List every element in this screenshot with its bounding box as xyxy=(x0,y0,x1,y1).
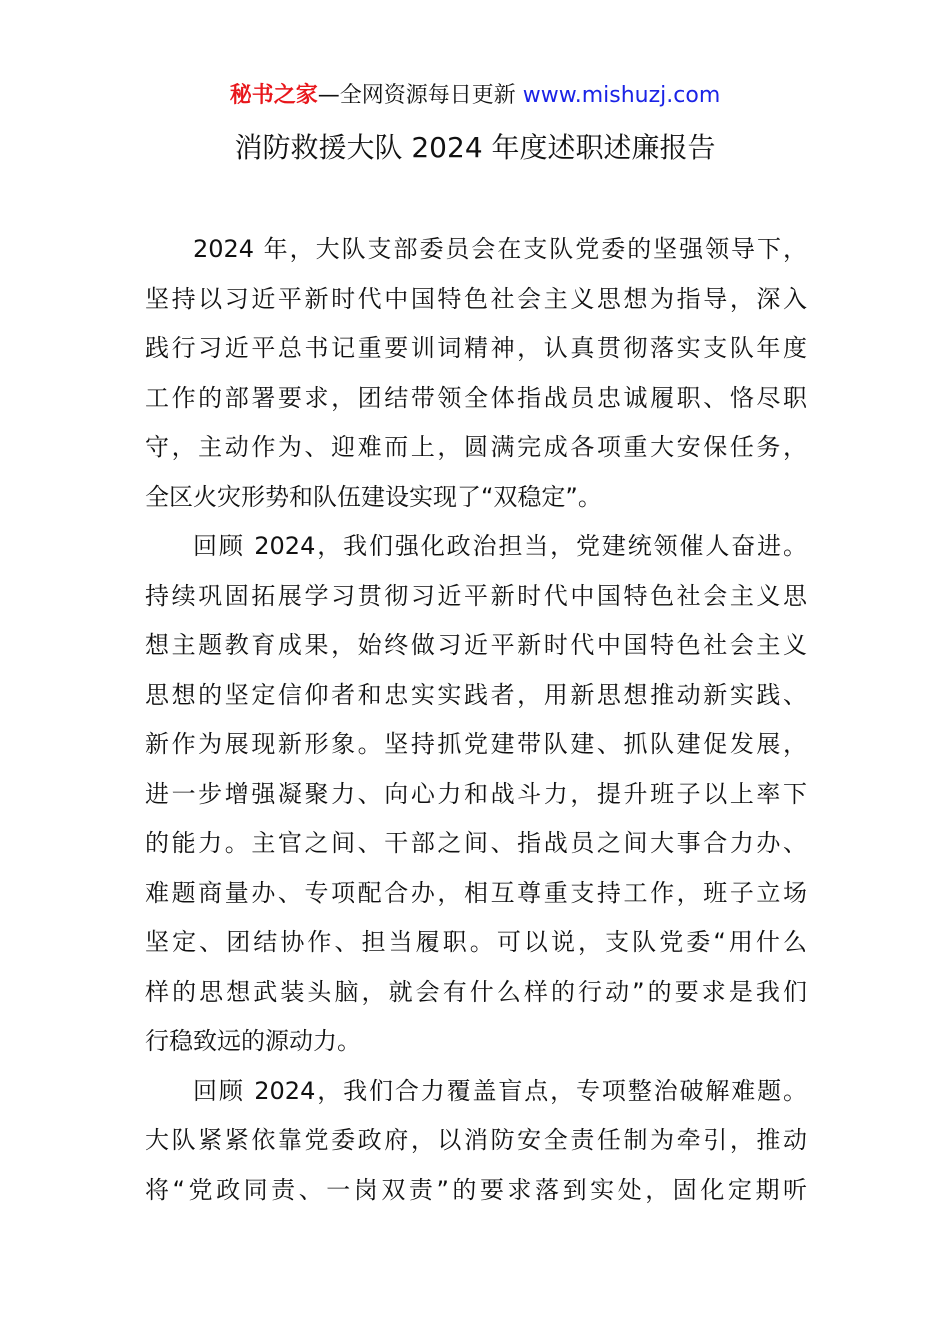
paragraph-line: 将“党政同责、一岗双责”的要求落到实处，固化定期听 xyxy=(145,1175,807,1204)
site-tagline: —全网资源每日更新 xyxy=(317,83,523,108)
paragraph-line: 大队紧紧依靠党委政府，以消防安全责任制为牵引，推动 xyxy=(145,1126,807,1154)
paragraph-line: 全区火灾形势和队伍建设实现了“双稳定”。 xyxy=(145,482,602,511)
paragraph-line: 回顾 2024，我们强化政治担当，党建统领催人奋进。 xyxy=(193,532,807,560)
paragraph-line: 2024 年，大队支部委员会在支队党委的坚强领导下， xyxy=(193,235,807,263)
paragraph-line: 新作为展现新形象。坚持抓党建带队建、抓队建促发展， xyxy=(145,730,807,758)
paragraph-line: 坚持以习近平新时代中国特色社会主义思想为指导，深入 xyxy=(145,284,807,313)
paragraph-line: 工作的部署要求，团结带领全体指战员忠诚履职、恪尽职 xyxy=(145,383,807,412)
document-body xyxy=(145,225,807,1215)
site-header xyxy=(0,80,950,112)
document-title: 消防救援大队 2024 年度述职述廉报告 xyxy=(234,131,716,164)
paragraph-line: 的能力。主官之间、干部之间、指战员之间大事合力办、 xyxy=(145,829,807,857)
site-name: 秘书之家 xyxy=(229,83,318,108)
paragraph-line: 坚定、团结协作、担当履职。可以说，支队党委“用什么 xyxy=(145,928,807,956)
paragraph-line: 思想的坚定信仰者和忠实实践者，用新思想推动新实践、 xyxy=(145,680,807,709)
site-url-link[interactable]: www.mishuzj.com xyxy=(522,83,721,108)
paragraph-line: 进一步增强凝聚力、向心力和战斗力，提升班子以上率下 xyxy=(145,779,807,808)
paragraph-line: 守，主动作为、迎难而上，圆满完成各项重大安保任务， xyxy=(145,433,807,461)
paragraph-line: 持续巩固拓展学习贯彻习近平新时代中国特色社会主义思 xyxy=(145,581,807,610)
paragraph-line: 难题商量办、专项配合办，相互尊重支持工作，班子立场 xyxy=(145,878,807,907)
paragraph-line: 践行习近平总书记重要训词精神，认真贯彻落实支队年度 xyxy=(145,334,807,362)
paragraph-line: 回顾 2024，我们合力覆盖盲点，专项整治破解难题。 xyxy=(193,1076,807,1105)
paragraph-line: 行稳致远的源动力。 xyxy=(145,1027,361,1055)
paragraph-line: 样的思想武装头脑，就会有什么样的行动”的要求是我们 xyxy=(145,977,807,1006)
paragraph-line: 想主题教育成果，始终做习近平新时代中国特色社会主义 xyxy=(145,631,807,659)
